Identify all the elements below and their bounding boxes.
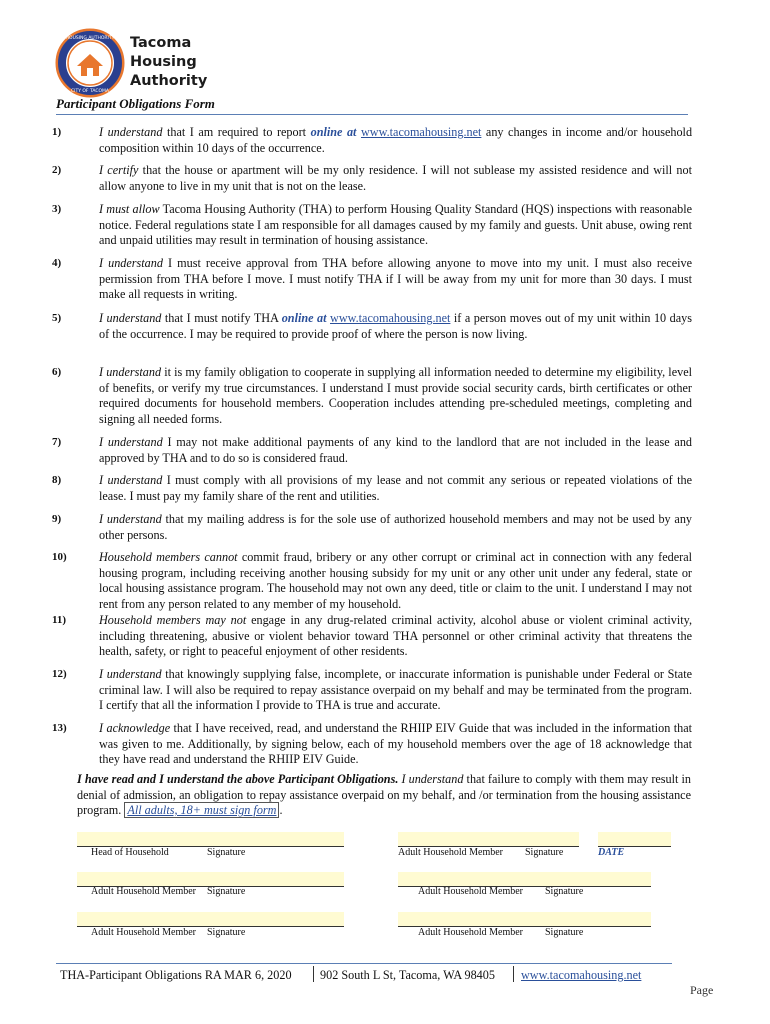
- item-text: [99, 256, 692, 303]
- item-number: 8): [52, 474, 62, 486]
- item-lead: I understand: [99, 512, 162, 526]
- item-text: [99, 721, 692, 768]
- page-label: Page: [690, 983, 714, 997]
- item-number: 12): [52, 668, 67, 680]
- obligation-item: [52, 512, 692, 543]
- adult-member-field-2[interactable]: [77, 872, 344, 887]
- signature-label: Signature: [207, 847, 246, 858]
- org-line-1: Tacoma: [130, 35, 192, 51]
- footer-separator: [513, 966, 514, 982]
- svg-text:HOUSING AUTHORITY: HOUSING AUTHORITY: [65, 36, 115, 41]
- adults-must-sign-note: All adults, 18+ must sign form: [124, 802, 279, 818]
- adult-member-label: Adult Household Member: [91, 927, 196, 938]
- item-number: 7): [52, 436, 62, 448]
- item-body: I must comply with all provisions of my lease and not commit any serious or repeated violations of the lease. I must pay my family share of the rent and utilities.: [99, 473, 692, 503]
- closing-text: that failure to comply with them may result in denial of admission, an obligation to repay assistance overpaid on my behalf, and /or termination from the housing assistance program.: [77, 772, 691, 817]
- adult-member-label: Adult Household Member: [418, 927, 523, 938]
- org-line-3: Authority: [130, 73, 208, 89]
- closing-end: .: [279, 803, 283, 817]
- obligation-item: [52, 163, 692, 194]
- adult-member-label: Adult Household Member: [91, 886, 196, 897]
- obligation-item: [52, 550, 692, 612]
- adult-member-label: Adult Household Member: [398, 847, 503, 858]
- item-lead: I understand: [99, 435, 163, 449]
- item-lead: I understand: [99, 365, 162, 379]
- obligation-item: [52, 125, 692, 156]
- item-body: I must receive approval from THA before allowing anyone to move into my unit. I must also receive permission from THA before I move. I must notify THA if I will be away from my unit for more than 30 days. I must make all requests in writing.: [99, 256, 692, 301]
- item-text: [99, 550, 692, 612]
- obligation-item: [52, 256, 692, 303]
- signature-label: Signature: [545, 886, 584, 897]
- online-at-label: online at: [281, 311, 327, 325]
- item-body: that knowingly supplying false, incomplete, or inaccurate information is punishable under Federal or State criminal law. I will also be required to repay assistance overpaid on my behalf and may be terminated from the program. I certify that all the information I provide to THA is true and accurate.: [99, 667, 692, 712]
- item-text: [99, 613, 692, 660]
- adult-member-field-3[interactable]: [398, 872, 651, 887]
- item-body-end: if a person moves out of my unit within 10 days of the occurrence. I may be required to provide proof of where the person is now living.: [99, 311, 692, 341]
- title-divider: [56, 114, 688, 115]
- item-lead: I understand: [99, 256, 163, 270]
- item-body: that I have received, read, and understand the RHIIP EIV Guide that was included in the information that was given to me. Additionally, by signing below, each of my household members over the age of 18 acknowledge that they have read and understand the RHIIP EIV Guide.: [99, 721, 692, 766]
- closing-statement: [77, 772, 691, 819]
- item-text: [99, 435, 692, 466]
- adult-member-field-5[interactable]: [398, 912, 651, 927]
- closing-bold: I have read and I understand the above Participant Obligations.: [77, 772, 399, 786]
- item-number: 1): [52, 126, 62, 138]
- tha-seal-logo: [55, 28, 125, 98]
- item-body: that my mailing address is for the sole use of authorized household members and may not be used by any other persons.: [99, 512, 693, 542]
- item-lead: Household members may not: [99, 613, 247, 627]
- footer-form-id: THA-Participant Obligations RA MAR 6, 2020: [60, 968, 292, 982]
- item-body: that the house or apartment will be my only residence. I will not sublease my assisted residence and will not allow anyone to live in my unit that is not on the lease.: [99, 163, 692, 193]
- item-lead: I understand: [99, 473, 163, 487]
- item-text: [99, 473, 692, 504]
- obligation-item: [52, 721, 692, 768]
- tacomahousing-link[interactable]: www.tacomahousing.net: [361, 125, 482, 139]
- item-number: 6): [52, 366, 62, 378]
- item-lead: I understand: [99, 667, 162, 681]
- org-name: [130, 34, 207, 91]
- footer-separator: [313, 966, 314, 982]
- item-text: [99, 365, 692, 427]
- item-text: [99, 202, 692, 249]
- item-number: 5): [52, 312, 62, 324]
- obligation-item: [52, 473, 692, 504]
- item-number: 3): [52, 203, 62, 215]
- item-number: 2): [52, 164, 62, 176]
- adult-member-field-4[interactable]: [77, 912, 344, 927]
- footer-divider: [56, 963, 672, 964]
- item-number: 10): [52, 551, 67, 563]
- date-label: DATE: [598, 847, 625, 858]
- item-lead: I understand: [99, 311, 162, 325]
- signature-label: Signature: [207, 927, 246, 938]
- head-of-household-field[interactable]: [77, 832, 344, 847]
- item-body: that I am required to report: [162, 125, 311, 139]
- footer-address: 902 South L St, Tacoma, WA 98405: [320, 968, 495, 982]
- signature-label: Signature: [545, 927, 584, 938]
- item-body: Tacoma Housing Authority (THA) to perform Housing Quality Standard (HQS) inspections with reasonable notice. Federal regulations state I am responsible for all damages caused by my family and guests. Unit abuse, owing rent and unpaid utilities may result in termination of housing assistance.: [99, 202, 693, 247]
- item-number: 4): [52, 257, 62, 269]
- item-text: [99, 667, 692, 714]
- item-text: [99, 125, 692, 156]
- item-lead: I understand: [99, 125, 163, 139]
- item-body: commit fraud, bribery or any other corrupt or criminal act in connection with any federal housing program, including receiving another housing subsidy for my unit or any other unit under any federal, state or local housing assistance program. The household may not own any deed, title or claim to the unit. I understand I may not rent from any person related to any member of my household.: [99, 550, 693, 611]
- obligation-item: [52, 613, 692, 660]
- signature-label: Signature: [207, 886, 246, 897]
- closing-lead: I understand: [401, 772, 464, 786]
- item-number: 9): [52, 513, 62, 525]
- footer-website-link[interactable]: www.tacomahousing.net: [521, 968, 642, 982]
- tacomahousing-link[interactable]: www.tacomahousing.net: [330, 311, 451, 325]
- svg-text:CITY OF TACOMA: CITY OF TACOMA: [70, 89, 110, 94]
- item-text: [99, 163, 692, 194]
- item-body: engage in any drug-related criminal activity, alcohol abuse or violent criminal activity, including threatening, abusive or violent behavior toward THA personnel or other criminal activity that threatens the health, safety, or right to peaceful enjoyment of other residents.: [99, 613, 692, 658]
- item-lead: I acknowledge: [99, 721, 171, 735]
- item-lead: I must allow: [99, 202, 160, 216]
- org-line-2: Housing: [130, 54, 197, 70]
- obligation-item: [52, 202, 692, 249]
- date-field[interactable]: [598, 832, 671, 847]
- item-text: [99, 512, 692, 543]
- item-body-end: any changes in income and/or household composition within 10 days of the occurrence.: [99, 125, 693, 155]
- form-title: Participant Obligations Form: [56, 96, 215, 111]
- online-at-label: online at: [310, 125, 357, 139]
- item-lead: Household members cannot: [99, 550, 238, 564]
- obligation-item: [52, 365, 692, 427]
- item-number: 13): [52, 722, 67, 734]
- item-body: that I must notify THA: [161, 311, 282, 325]
- adult-member-label: Adult Household Member: [418, 886, 523, 897]
- signature-label: Signature: [525, 847, 564, 858]
- obligation-item: [52, 311, 692, 342]
- item-body: it is my family obligation to cooperate in supplying all information needed to determine my eligibility, level of benefits, or verify my true circumstances. I understand I must provide social security cards, birth certificates or other required documents for household members. Cooperation includes attending pre-scheduled meetings, completing and signing all needed forms.: [99, 365, 692, 426]
- head-of-household-label: Head of Household: [91, 847, 169, 858]
- item-number: 11): [52, 614, 67, 626]
- item-text: [99, 311, 692, 342]
- item-lead: I certify: [99, 163, 139, 177]
- obligation-item: [52, 435, 692, 466]
- item-body: I may not make additional payments of any kind to the landlord that are not included in the lease and approved by THA and to do so is considered fraud.: [99, 435, 693, 465]
- obligation-item: [52, 667, 692, 714]
- adult-member-field-1[interactable]: [398, 832, 579, 847]
